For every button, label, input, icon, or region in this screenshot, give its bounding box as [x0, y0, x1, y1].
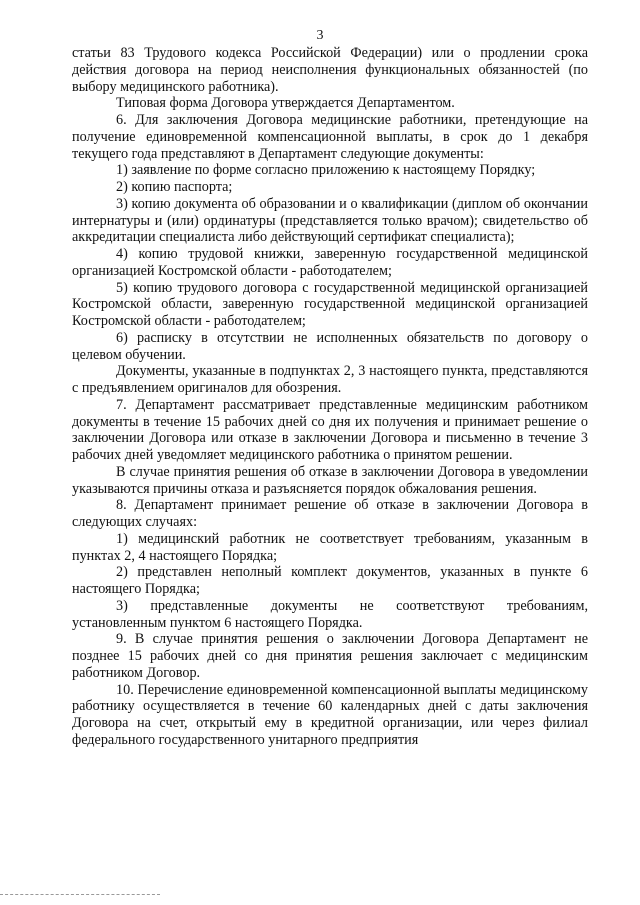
paragraph-originals: Документы, указанные в подпунктах 2, 3 настоящего пункта, представляются с предъявлением оригиналов для обозрения. [72, 363, 588, 396]
list-item-6-1: 1) заявление по форме согласно приложению к настоящему Порядку; [116, 162, 536, 179]
paragraph-clause-10: 10. Перечисление единовременной компенсационной выплаты медицинскому работнику осуществляется в течение 60 календарных дней с даты заключения Договора на счет, открытый ему в кредитной организации, или через филиал федерального государственного унитарного предприятия [72, 681, 588, 748]
list-item-6-2: 2) копию паспорта; [116, 179, 233, 195]
list-item-8-2: 2) представлен неполный комплект документов, указанных в пункте 6 настоящего Порядка; [72, 564, 588, 597]
paragraph-clause-6: 6. Для заключения Договора медицинские работники, претендующие на получение единовременной компенсационной выплаты, в срок до 1 декабря текущего года представляют в Департамент следующие документы: [72, 112, 588, 162]
list-item-6-3: 3) копию документа об образовании и о квалификации (диплом об окончании интернатуры и (или) ординатуры (представляется только врачом); свидетельство об аккредитации специалиста либо действующий сертификат специалиста); [72, 195, 588, 246]
list-item-8-3: 3) представленные документы не соответствуют требованиям, установленным пунктом 6 настоящего Порядка. [72, 597, 588, 631]
list-item-6-6: 6) расписку в отсутствии не исполненных обязательств по договору о целевом обучении. [72, 329, 588, 363]
paragraph-clause-8: 8. Департамент принимает решение об отказе в заключении Договора в следующих случаях: [72, 497, 588, 530]
list-item-6-4: 4) копию трудовой книжки, заверенную государственной медицинской организацией Костромской области - работодателем; [72, 246, 588, 279]
paragraph-clause-7: 7. Департамент рассматривает представленные медицинским работником документы в течение 15 рабочих дней со дня их получения и принимает решение о заключении Договора или отказе в заключении Договора и письменно в течение 3 рабочих дней уведомляет медицинского работника о принятом решении. [72, 396, 588, 463]
list-item-6-5: 5) копию трудового договора с государственной медицинской организацией Костромской области, заверенную государственной медицинской организацией Костромской области - работодателем; [72, 279, 588, 329]
paragraph-continuation: статьи 83 Трудового кодекса Российской Федерации) или о продлении срока действия договора на период неисполнения функциональных обязанностей (по выбору медицинского работника). [72, 45, 588, 95]
paragraph-clause-9: 9. В случае принятия решения о заключении Договора Департамент не позднее 15 рабочих дней со дня принятия решения заключает с медицинским работником Договор. [72, 631, 588, 681]
scan-edge-line [0, 894, 160, 895]
paragraph-template-form: Типовая форма Договора утверждается Департаментом. [116, 95, 455, 112]
page-number: 3 [316, 28, 324, 43]
list-item-8-1: 1) медицинский работник не соответствует требованиям, указанным в пунктах 2, 4 настоящего Порядка; [72, 530, 588, 564]
paragraph-refusal-notice: В случае принятия решения об отказе в заключении Договора в уведомлении указываются причины отказа и разъясняется порядок обжалования решения. [72, 463, 588, 497]
document-body [72, 45, 588, 749]
